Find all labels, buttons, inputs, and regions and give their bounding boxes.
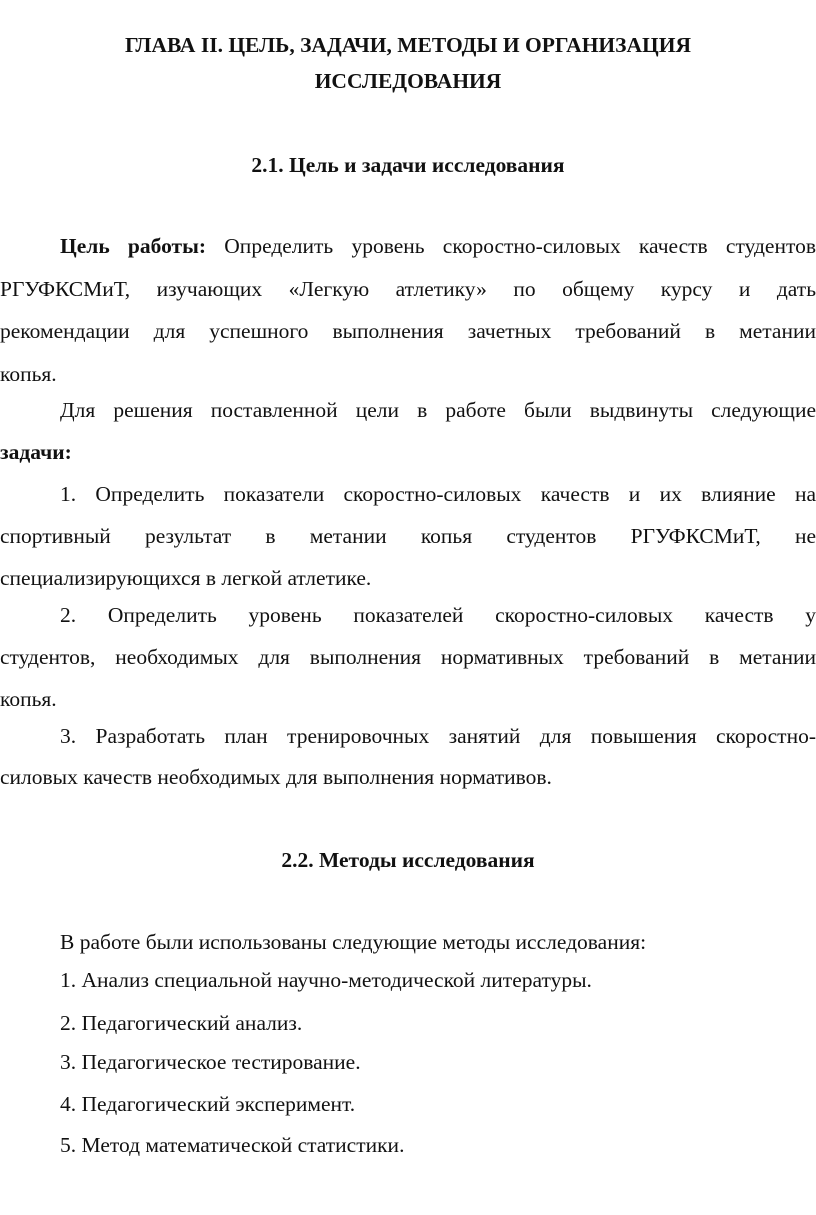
section-heading-2-1: 2.1. Цель и задачи исследования <box>251 153 565 177</box>
goal-text-line3: рекомендации для успешного выполнения зачетных требований в метании <box>0 319 816 343</box>
tasks-intro-line1: Для решения поставленной цели в работе были выдвинуты следующие <box>60 398 816 422</box>
method-item-4: 4. Педагогический эксперимент. <box>60 1092 356 1116</box>
method-item-5: 5. Метод математической статистики. <box>60 1133 405 1157</box>
goal-text-line4: копья. <box>0 362 57 386</box>
goal-paragraph-line1 <box>60 236 816 258</box>
chapter-title-line1: ГЛАВА II. ЦЕЛЬ, ЗАДАЧИ, МЕТОДЫ И ОРГАНИЗАЦИЯ <box>124 33 692 57</box>
method-item-1: 1. Анализ специальной научно-методической литературы. <box>60 968 592 992</box>
goal-text-line1: Определить уровень скоростно-силовых качеств студентов <box>224 234 816 258</box>
task-2-line1: 2. Определить уровень показателей скоростно-силовых качеств у <box>60 603 816 627</box>
task-2-line3: копья. <box>0 687 57 711</box>
tasks-label: задачи: <box>0 440 72 464</box>
task-1-line3: специализирующихся в легкой атлетике. <box>0 566 372 590</box>
task-2-line2: студентов, необходимых для выполнения нормативных требований в метании <box>0 645 816 669</box>
goal-label: Цель работы: <box>60 234 207 258</box>
task-3-line1: 3. Разработать план тренировочных занятий для повышения скоростно- <box>60 724 816 748</box>
task-1-line2: спортивный результат в метании копья студентов РГУФКСМиТ, не <box>0 524 816 548</box>
chapter-title-line2: ИССЛЕДОВАНИЯ <box>314 69 502 93</box>
task-1-line1: 1. Определить показатели скоростно-силовых качеств и их влияние на <box>60 482 816 506</box>
task-3-line2: силовых качеств необходимых для выполнения нормативов. <box>0 765 552 789</box>
method-item-3: 3. Педагогическое тестирование. <box>60 1050 361 1074</box>
section-heading-2-2: 2.2. Методы исследования <box>281 848 535 872</box>
method-item-2: 2. Педагогический анализ. <box>60 1011 303 1035</box>
methods-intro: В работе были использованы следующие методы исследования: <box>60 930 647 954</box>
goal-text-line2: РГУФКСМиТ, изучающих «Легкую атлетику» по общему курсу и дать <box>0 277 816 301</box>
